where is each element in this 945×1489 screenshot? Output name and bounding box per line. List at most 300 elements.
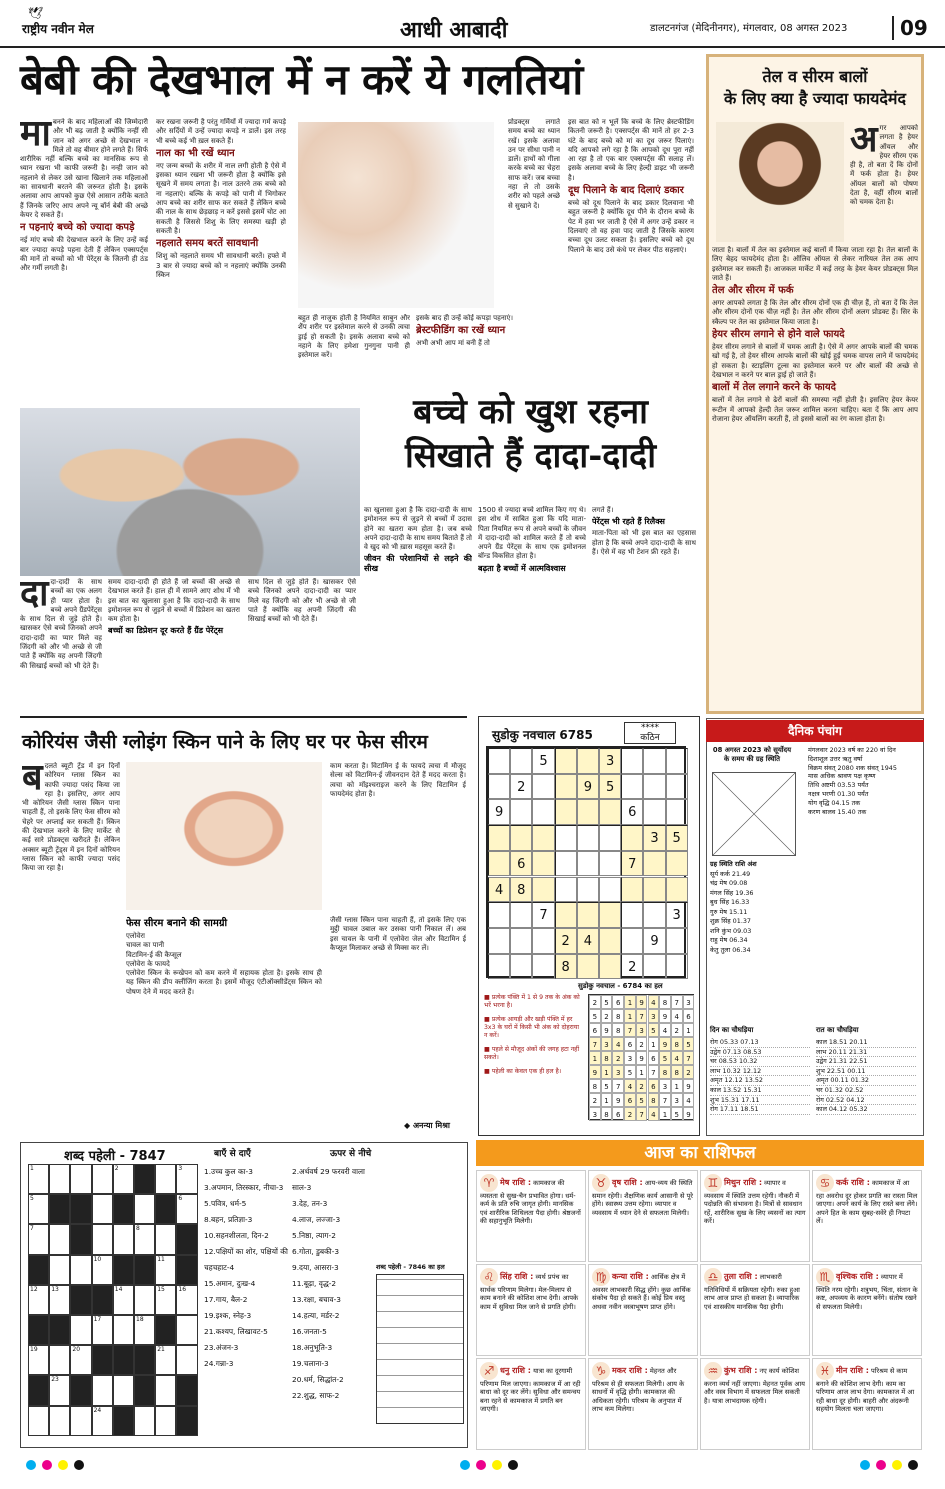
sudoku-cell[interactable]: 7	[621, 851, 643, 877]
panchang-details	[808, 746, 922, 816]
story1-col3c: अभी अभी आप मां बनी हैं तो	[416, 339, 490, 348]
crossword-clue-number: 21	[157, 1346, 165, 1354]
story2-col6-text: लगते हैं।	[592, 506, 614, 514]
crossword-grid[interactable]	[28, 1164, 198, 1436]
sudoku-cell[interactable]	[488, 902, 510, 928]
down-clue: 20.धर्म, सिद्धांत-2	[292, 1375, 344, 1384]
sudoku-cell[interactable]	[555, 799, 577, 825]
sudoku-cell[interactable]	[510, 902, 532, 928]
crossword-cell[interactable]	[155, 1255, 176, 1285]
sudoku-cell[interactable]	[555, 902, 577, 928]
sidebar-body4: बालों में तेल लगाने से ढेरों बालों की समस्या नहीं होती है। इसलिए हेयर केयर रूटीन में आपको हेल्दी तेल जरूर शामिल करना चाहिए। बता दें कि आप आप रोजाना हेयर ऑयलिंग करती हैं, तो इससे बालों का रंग काला होता है।	[712, 396, 918, 423]
sudoku-cell[interactable]	[555, 825, 577, 851]
solution-cell: 2	[683, 1065, 695, 1079]
sidebar-body2: अगर आपको लगता है कि तेल और सीरम दोनों एक ही चीज़ हैं, तो बता दें कि तेल और सीरम दोनों एक चीज़ नहीं है। तेल और सीरम दोनों अलग प्रोडक्ट हैं। सिर के स्कैल्प पर तेल का इस्तेमाल किया जाता है।	[712, 299, 918, 326]
crossword-cell[interactable]	[155, 1345, 176, 1375]
panchang-line: नक्षत्र भरणी 01.30 पर्यंत	[808, 789, 869, 798]
rashi-name: धनु राशि :	[500, 1366, 531, 1375]
solution-cell: 7	[683, 1051, 695, 1065]
crossword-clue-number: 24	[93, 1406, 102, 1414]
sudoku-cell[interactable]	[510, 954, 532, 980]
crossword-clue-number: 1	[30, 1165, 34, 1172]
solution-cell: 4	[659, 1023, 671, 1037]
crossword-cell[interactable]	[49, 1375, 70, 1405]
panchang-line: तिथि अष्टमी 03.53 पर्यंत	[808, 781, 869, 790]
crossword-cell[interactable]	[134, 1194, 155, 1224]
story2-col4	[364, 506, 472, 710]
sudoku-cell[interactable]	[666, 774, 688, 800]
sudoku-cell[interactable]	[532, 825, 554, 851]
story1-col2	[156, 118, 286, 370]
sudoku-cell[interactable]	[643, 954, 665, 980]
rashi-text: मेहनत और परिश्रम से ही सफलता मिलेगी। आय के साधनों में वृद्धि होगी। कामकाज की अधिकता रहेगी। परिश्रम के अनुपात में लाभ कम मिलेगा।	[592, 1367, 685, 1414]
crossword-cell[interactable]	[134, 1315, 155, 1345]
crossword-cell[interactable]	[176, 1194, 197, 1224]
solution-cell: 5	[636, 1093, 648, 1107]
crossword-cell[interactable]	[134, 1224, 155, 1254]
choghadiya-row: उद्वेग 21.31 22.51	[816, 1057, 916, 1067]
crossword-clue-number: 5	[30, 1195, 34, 1203]
difficulty-stars: ****	[641, 723, 659, 733]
sudoku-cell[interactable]: 9	[643, 928, 665, 954]
story1-col4: प्रोडक्ट्स लगाते समय बच्चे का ध्यान रखें। इसके अलावा उन पर सीधा पानी न डालें। हाथों को गीला करके बच्चे का चेहरा साफ करें। जब बच्चा नहा ले तो उसके शरीर को पहले अच्छे से सुखाने दें।	[508, 118, 560, 210]
crossword-black-cell	[49, 1194, 70, 1224]
choghadiya-row: चर 08.53 10.32	[710, 1057, 810, 1067]
crossword-cell[interactable]	[92, 1406, 113, 1436]
zodiac-icon: ♉	[592, 1174, 610, 1192]
solution-cell: 1	[659, 1107, 671, 1121]
solution-cell: 3	[612, 1065, 624, 1079]
sudoku-cell[interactable]	[643, 902, 665, 928]
sudoku-cell[interactable]	[510, 825, 532, 851]
story3-sub1: फेस सीरम बनाने की सामग्री	[126, 918, 228, 929]
down-clue: 19.चलाना-3	[292, 1359, 329, 1368]
rashi-text: व्यापार व व्यवसाय में स्थिति उत्तम रहेगी। नौकरी में पदोन्नति की संभावना है। मित्रों से सावधान रहें, शारीरिक सुख के लिए व्यसनों का त्याग करें।	[704, 1179, 806, 1226]
sidebar-body1: जाता है। बालों में तेल का इस्तेमाल कई बालों में किया जाता रहा है। तेल बालों के लिए बेहद फायदेमंद होता है। ऑलिव ऑयल से लेकर नारियल तेल तक आप इस्तेमाल कर सकती हैं। आजकल मार्केट में कई तरह के हेयर केयर प्रोडक्ट्स मिल जाते हैं।	[712, 246, 918, 282]
crossword-black-cell	[134, 1375, 155, 1405]
crossword-cell[interactable]	[70, 1255, 91, 1285]
crossword-cell[interactable]	[92, 1315, 113, 1345]
crossword-cell[interactable]	[113, 1285, 134, 1315]
sudoku-cell[interactable]	[643, 748, 665, 774]
sudoku-cell[interactable]	[666, 877, 688, 903]
across-clue: 1.उच्च कुल का-3	[204, 1167, 253, 1176]
crossword-black-cell	[155, 1194, 176, 1224]
across-clue: 24.गन्ना-3	[204, 1359, 234, 1368]
crossword-clue-number: 3	[178, 1165, 183, 1172]
solution-cell: 9	[589, 1065, 601, 1079]
rashi-name: वृष राशि :	[612, 1178, 643, 1187]
crossword-cell[interactable]	[155, 1164, 176, 1194]
story1-col1	[20, 118, 148, 370]
story1-sub5: दूध पिलाने के बाद दिलाएं डकार	[568, 185, 684, 197]
sudoku-cell[interactable]: 8	[555, 954, 577, 980]
crossword-cell[interactable]	[92, 1255, 113, 1285]
sudoku-cell[interactable]	[599, 877, 621, 903]
rashi-card	[700, 1170, 810, 1262]
crossword-cell[interactable]	[28, 1406, 49, 1436]
crossword-cell[interactable]	[134, 1406, 155, 1436]
crossword-cell[interactable]	[155, 1375, 176, 1405]
solution-cell: 2	[671, 1023, 683, 1037]
crossword-cell[interactable]	[176, 1345, 197, 1375]
sudoku-cell[interactable]: 3	[599, 748, 621, 774]
crossword-black-cell	[134, 1164, 155, 1194]
solution-cell: 5	[601, 1079, 613, 1093]
solution-cell: 8	[671, 1065, 683, 1079]
crossword-cell[interactable]	[28, 1194, 49, 1224]
story3-col4: जैसी ग्लास स्किन पाना चाहती हैं, तो इसके लिए एक मुट्ठी चावल उबाल कर उसका पानी निकाल लें। अब इस चावल के पानी में एलोवेरा जेल और विटामिन ई कैप्सूल मिलाकर अच्छे से मिक्स कर लें।	[330, 916, 466, 952]
sudoku-cell[interactable]	[555, 851, 577, 877]
sudoku-cell[interactable]	[643, 851, 665, 877]
sudoku-grid[interactable]	[486, 746, 686, 978]
yellow-dot	[892, 1460, 902, 1470]
grandparent-children-photo	[20, 408, 360, 576]
sudoku-cell[interactable]	[532, 851, 554, 877]
story2-col2-text: समय दादा-दादी ही होते हैं जो बच्चों की अच्छे से देखभाल करते हैं। हाल ही में सामने आए शोध में भी इस बात का खुलासा हुआ है कि दादा-दादी के साथ इमोशनल रूप से जुड़ने से बच्चों में डिप्रेशन का खतरा कम होता है।	[108, 578, 240, 624]
rashi-card	[476, 1358, 586, 1450]
sudoku-cell[interactable]	[666, 851, 688, 877]
story2-col6	[592, 506, 696, 710]
crossword-cell[interactable]	[70, 1164, 91, 1194]
sudoku-cell[interactable]	[643, 877, 665, 903]
panchang-line: विक्रम संवत् 2080 शक संवत् 1945	[808, 763, 897, 772]
panchang-line: मास अधिक श्रावण पक्ष कृष्ण	[808, 772, 876, 781]
crossword-cell[interactable]	[49, 1255, 70, 1285]
sudoku-cell[interactable]	[577, 954, 599, 980]
crossword-cell[interactable]	[49, 1285, 70, 1315]
crossword-cell[interactable]	[155, 1406, 176, 1436]
sudoku-cell[interactable]	[599, 954, 621, 980]
sudoku-cell[interactable]	[532, 799, 554, 825]
grah-row: बुध सिंह 16.33	[710, 898, 750, 906]
solution-cell: 6	[624, 1037, 636, 1051]
sudoku-cell[interactable]	[577, 799, 599, 825]
crossword-title: शब्द पहेली - 7847	[64, 1149, 166, 1164]
sudoku-cell[interactable]: 4	[488, 877, 510, 903]
ingredient-item: चावल का पानी	[126, 941, 165, 950]
solution-cell: 3	[659, 1079, 671, 1093]
dropcap: दा	[20, 578, 49, 614]
choghadiya-row: रोग 17.11 18.51	[710, 1105, 810, 1115]
crossword-cell[interactable]	[92, 1224, 113, 1254]
rashi-text: आर्थिक क्षेत्र में अवसर लाभकारी सिद्ध होंगे। कुछ आर्थिक संकोच पैदा हो सकते हैं। कोई प्रिय वस्तु अथवा नवीन वस्त्राभूषण प्राप्त होंगे।	[592, 1273, 691, 1311]
sudoku-cell[interactable]	[577, 902, 599, 928]
crossword-cell[interactable]	[134, 1285, 155, 1315]
crossword-cell[interactable]	[176, 1285, 197, 1315]
story1-col5-text: इस बात को न भूलें कि बच्चे के लिए ब्रेस्टफीडिंग कितनी जरूरी है। एक्सपर्ट्स की मानें तो हर 2-3 घंटे के बाद बच्चे को मां का दूध जरूर पिलाएं। यदि आपको लगे रहा है कि आपको दूध पूरा नहीं आ रहा है तो एक बार एक्सपर्ट्स की सलाह लें। इसके अलावा बच्चे के लिए हेल्दी डाइट भी जरूरी है।	[568, 118, 694, 182]
crossword-cell[interactable]	[113, 1375, 134, 1405]
choghadiya-row: अमृत 00.11 01.32	[816, 1076, 916, 1086]
crossword-clue-number: 11	[157, 1255, 165, 1263]
grah-row: शनि कुंभ 09.03	[710, 926, 752, 935]
sudoku-cell[interactable]	[555, 877, 577, 903]
crossword-cell[interactable]	[70, 1406, 91, 1436]
choghadiya-day-title: दिन का चौघड़िया	[710, 1026, 754, 1034]
sudoku-cell[interactable]	[555, 748, 577, 774]
magenta-dot	[42, 1460, 52, 1470]
woman-serum-dropper-photo	[126, 762, 322, 910]
sudoku-cell[interactable]: 5	[532, 748, 554, 774]
choghadiya-row: शुभ 15.31 17.11	[710, 1096, 810, 1106]
rashi-card	[588, 1264, 698, 1356]
bird-logo-icon: 🕊	[28, 6, 44, 20]
solution-cell: 2	[612, 1051, 624, 1065]
solution-cell: 9	[601, 1023, 613, 1037]
sudoku-cell[interactable]	[643, 799, 665, 825]
across-clue: 23.अंजन-3	[204, 1343, 239, 1352]
sudoku-cell[interactable]	[621, 877, 643, 903]
zodiac-icon: ♎	[704, 1268, 722, 1286]
crossword-black-cell	[28, 1375, 49, 1405]
sudoku-difficulty-badge	[624, 722, 676, 744]
story2-sub2: जीवन की परेशानियों से लड़ने की सीख	[364, 554, 472, 574]
sudoku-cell[interactable]	[621, 902, 643, 928]
story2-sub3: बढ़ता है बच्चों में आत्मविश्वास	[478, 563, 566, 573]
newspaper-brand: राष्ट्रीय नवीन मेल	[22, 22, 94, 36]
solution-cell: 7	[659, 1093, 671, 1107]
down-clue: 5.निष्ठा, त्याग-2	[292, 1231, 336, 1240]
crossword-black-cell	[113, 1194, 134, 1224]
down-clue: 2.अर्थवर्ष 29 फरवरी वाला साल-3	[292, 1167, 365, 1192]
solution-cell: 7	[636, 1107, 648, 1121]
sudoku-cell[interactable]: 6	[510, 851, 532, 877]
zodiac-icon: ♌	[480, 1268, 498, 1286]
crossword-cell[interactable]	[49, 1164, 70, 1194]
crossword-clue-number: 19	[30, 1346, 38, 1354]
across-clue: 12.पक्षियों का शोर, पक्षियों की चहचहाट-4	[204, 1247, 288, 1272]
sudoku-cell[interactable]	[666, 748, 688, 774]
grah-row: मंगल सिंह 19.36	[710, 888, 754, 897]
solution-cell: 6	[589, 1023, 601, 1037]
down-title: ऊपर से नीचे	[330, 1149, 372, 1159]
rashi-text: आय-व्यय की स्थिति समान रहेगी। शैक्षणिक कार्य आसानी से पूरे होंगे। स्वास्थ्य उत्तम रहेगा। व्यापार व व्यवसाय में ध्यान देने से सफलता मिलेगी।	[592, 1179, 693, 1217]
solution-cell: 5	[683, 1037, 695, 1051]
cyan-dot	[860, 1460, 870, 1470]
crossword-cell[interactable]	[49, 1345, 70, 1375]
sudoku-cell[interactable]	[510, 928, 532, 954]
sudoku-cell[interactable]: 3	[666, 902, 688, 928]
panchang-date-line: 08 अगस्त 2023 को सूर्योदय के समय की ग्रह स्थिति	[712, 746, 792, 763]
sudoku-cell[interactable]: 5	[666, 825, 688, 851]
crossword-cell[interactable]	[28, 1345, 49, 1375]
solution-cell: 9	[683, 1107, 695, 1121]
choghadiya-row: काल 13.52 15.31	[710, 1086, 810, 1096]
sudoku-cell[interactable]: 2	[510, 774, 532, 800]
zodiac-icon: ♒	[704, 1362, 722, 1380]
sudoku-cell[interactable]	[599, 825, 621, 851]
solution-cell: 1	[601, 1093, 613, 1107]
story1-sub1: न पहनाएं बच्चे को ज्यादा कपड़े	[20, 222, 135, 234]
zodiac-icon: ♋	[816, 1174, 834, 1192]
crossword-clue-number: 16	[178, 1285, 187, 1293]
crossword-black-cell	[28, 1255, 49, 1285]
solution-cell: 8	[589, 1079, 601, 1093]
crossword-cell[interactable]	[113, 1315, 134, 1345]
solution-cell: 1	[624, 1009, 636, 1023]
crossword-cell[interactable]	[28, 1224, 49, 1254]
crossword-black-cell	[176, 1255, 197, 1285]
sudoku-cell[interactable]: 9	[577, 774, 599, 800]
headline-grandparents-l2: सिखाते हैं दादा-दादी	[404, 436, 657, 476]
sudoku-cell[interactable]	[488, 774, 510, 800]
rashifal-title: आज का राशिफल	[476, 1140, 924, 1166]
rashi-name: मिथुन राशि :	[724, 1178, 763, 1187]
story3-col3: एलोवेरा स्किन के रूखेपन को कम करने में सहायक होता है। इसके साथ ही यह स्किन की डीप क्लींजिंग करता है। इसमें मौजूद एंटीऑक्सीडेंट्स स्किन को पोषण देने में मदद करते हैं।	[126, 969, 322, 996]
sudoku-cell[interactable]	[666, 799, 688, 825]
sudoku-cell[interactable]	[577, 825, 599, 851]
sudoku-cell[interactable]: 3	[643, 825, 665, 851]
story1-sub3: नहलाते समय बरतें सावधानी	[156, 238, 259, 250]
sudoku-cell[interactable]	[532, 954, 554, 980]
choghadiya-night-table	[816, 1038, 916, 1115]
sudoku-cell[interactable]	[621, 928, 643, 954]
crossword-cell[interactable]	[92, 1164, 113, 1194]
solution-cell: 1	[636, 1065, 648, 1079]
crossword-cell[interactable]	[28, 1164, 49, 1194]
story1-col2-text: कर रखना जरूरी है परंतु गर्मियों में ज्यादा गर्म कपड़े और सर्दियों में उन्हें ज्यादा कपड़े न डालें। इस तरह भी बच्चे कई भी ख़ल सकते हैं।	[156, 118, 286, 145]
rashi-card	[812, 1358, 922, 1450]
crossword-cell[interactable]	[70, 1315, 91, 1345]
down-clue: 22.शुद्ध, साफ-2	[292, 1391, 340, 1400]
sudoku-cell[interactable]	[510, 799, 532, 825]
sudoku-cell[interactable]	[577, 851, 599, 877]
solution-cell: 4	[624, 1079, 636, 1093]
rashi-text: नए कार्य कोशिश करना व्यर्थ नहीं जाएगा। मेहनत पूर्वक आय और वस्त्र विभाग में सफलता मिल सकती है। यात्रा लाभदायक रहेगी।	[704, 1367, 805, 1405]
sudoku-cell[interactable]	[488, 825, 510, 851]
solution-cell: 1	[648, 1037, 660, 1051]
sudoku-cell[interactable]: 2	[555, 928, 577, 954]
solution-cell: 7	[624, 1023, 636, 1037]
solution-cell: 6	[648, 1079, 660, 1093]
sudoku-cell[interactable]	[621, 774, 643, 800]
rashi-text: यात्रा का दूरगामी परिणाम मिल जाएगा। कामकाज में आ रही बाधा को दूर कर लेंगे। सुविधा और समन्वय बना रहने से कामकाज में प्रगति बन जाएगी।	[480, 1367, 581, 1414]
sudoku-cell[interactable]	[488, 954, 510, 980]
rashi-name: सिंह राशि :	[500, 1272, 534, 1281]
sudoku-cell[interactable]	[599, 851, 621, 877]
sudoku-cell[interactable]	[577, 877, 599, 903]
solution-cell: 9	[612, 1093, 624, 1107]
crossword-cell[interactable]	[176, 1315, 197, 1345]
difficulty-level: कठिन	[640, 733, 660, 743]
crossword-black-cell	[176, 1406, 197, 1436]
sudoku-cell[interactable]	[599, 799, 621, 825]
grah-position-table	[710, 860, 806, 955]
sudoku-cell[interactable]	[621, 825, 643, 851]
story2-col1-text: दा-दादी के साथ बच्चों का एक अलग ही प्यार होता है। बच्चे अपने ग्रैंडपेरेंट्स के साथ दिल से जुड़े होते हैं। खासकर ऐसे बच्चे जिनको अपने दादा-दादी का प्यार मिले वह जिंदगी को और भी अच्छे से जी पाते हैं क्योंकि वह अपनी जिंदगी की सिखाई बच्चों को भी देते हैं।	[20, 578, 102, 670]
sudoku-cell[interactable]	[488, 928, 510, 954]
solution-cell: 6	[624, 1093, 636, 1107]
crossword-cell[interactable]	[49, 1406, 70, 1436]
sidebar-sub1: तेल और सीरम में फर्क	[712, 285, 794, 297]
story1-col3: बहुत ही नाजुक होती है नियमित साबुन और शैंप शरीर पर इस्तेमाल करने से उनकी त्वचा ड्राई हो सकती है। इसके अलावा बच्चे को नहाने के लिए हमेशा गुनगुना पानी ही इस्तेमाल करें।	[298, 314, 410, 360]
sidebar-intro	[850, 124, 918, 242]
crossword-clue-number: 18	[136, 1316, 144, 1323]
rashi-text: व्यर्थ प्रपंच का सार्थक परिणाम मिलेगा। मेल-मिलाप से काम बनाने की कोशिश लाभ देगी। आपके काम में सुविधा मिल जाने से प्रगति होगी।	[480, 1273, 579, 1311]
solution-cell: 7	[648, 1065, 660, 1079]
sudoku-cell[interactable]: 5	[599, 774, 621, 800]
sudoku-cell[interactable]: 6	[621, 799, 643, 825]
sudoku-cell[interactable]	[666, 954, 688, 980]
sudoku-cell[interactable]	[599, 902, 621, 928]
sudoku-cell[interactable]: 4	[577, 928, 599, 954]
sudoku-cell[interactable]: 9	[488, 799, 510, 825]
story1-sub2: नाल का भी रखें ध्यान	[156, 147, 235, 159]
crossword-black-cell	[70, 1194, 91, 1224]
crossword-cell[interactable]	[155, 1285, 176, 1315]
crossword-cell[interactable]	[113, 1224, 134, 1254]
crossword-black-cell	[70, 1224, 91, 1254]
rashi-name: वृश्चिक राशि :	[836, 1272, 879, 1281]
zodiac-icon: ♑	[592, 1362, 610, 1380]
down-clue: 16.जनता-5	[292, 1327, 327, 1336]
panchang-title: दैनिक पंचांग	[706, 720, 924, 742]
solution-cell: 8	[612, 1023, 624, 1037]
sudoku-cell[interactable]	[555, 774, 577, 800]
sudoku-cell[interactable]	[488, 748, 510, 774]
solution-cell: 7	[612, 1079, 624, 1093]
grah-row: केतु तुला 06.34	[710, 945, 751, 954]
crossword-cell[interactable]	[176, 1164, 197, 1194]
crossword-cell[interactable]	[92, 1375, 113, 1405]
story1-col3b-wrap	[416, 314, 554, 372]
crossword-cell[interactable]	[28, 1285, 49, 1315]
cyan-dot	[460, 1460, 470, 1470]
sudoku-cell[interactable]	[532, 877, 554, 903]
rashi-card	[476, 1264, 586, 1356]
choghadiya-row: रोग 05.33 07.13	[710, 1038, 810, 1048]
down-clue: 13.रक्षा, बचाव-3	[292, 1295, 341, 1304]
sudoku-cell[interactable]: 2	[621, 954, 643, 980]
crossword-solution-title: शब्द पहेली - 7846 का हल	[376, 1263, 445, 1271]
crossword-black-cell	[113, 1345, 134, 1375]
solution-cell: 4	[648, 1107, 660, 1121]
crossword-cell[interactable]	[70, 1345, 91, 1375]
solution-cell: 5	[624, 1065, 636, 1079]
sudoku-cell[interactable]	[666, 928, 688, 954]
solution-cell: 6	[683, 1009, 695, 1023]
sudoku-cell[interactable]	[599, 928, 621, 954]
story3-byline: ◆ अनन्या मिश्रा	[404, 1121, 450, 1130]
sudoku-cell[interactable]	[488, 851, 510, 877]
sudoku-cell[interactable]	[532, 928, 554, 954]
crossword-cell[interactable]	[49, 1224, 70, 1254]
solution-cell: 7	[589, 1037, 601, 1051]
solution-cell: 1	[671, 1079, 683, 1093]
rashi-card	[588, 1170, 698, 1262]
sudoku-cell[interactable]	[510, 748, 532, 774]
sudoku-cell[interactable]	[577, 748, 599, 774]
sudoku-cell[interactable]	[621, 748, 643, 774]
sudoku-cell[interactable]	[643, 774, 665, 800]
story2-col5-text: 1500 से ज्यादा बच्चे शामिल किए गए थे। इस शोध में साबित हुआ कि यदि माता-पिता नियमित रूप से अपने बच्चों के जीवन में दादा-दादी को शामिल करते हैं तो बच्चे अपने ग्रैंड पेरेंट्स के साथ एक इमोशनल बॉन्ड विकसित होता है।	[478, 506, 586, 561]
sudoku-cell[interactable]	[532, 774, 554, 800]
rashi-text: व्यापार में स्थिति नरम रहेगी। शत्रुभय, चिंता, संतान के कष्ट, अपव्यय के कारण बनेंगे। संतोष रखने से सफलता मिलेगी।	[816, 1273, 918, 1311]
sidebar-title	[710, 66, 920, 110]
magenta-dot	[876, 1460, 886, 1470]
crossword-clue-number: 15	[157, 1285, 165, 1293]
crossword-cell[interactable]	[92, 1194, 113, 1224]
sudoku-cell[interactable]: 7	[532, 902, 554, 928]
crossword-cell[interactable]	[113, 1164, 134, 1194]
black-dot	[508, 1460, 518, 1470]
solution-cell: 4	[671, 1009, 683, 1023]
sudoku-rules	[484, 994, 580, 1132]
solution-cell: 8	[659, 1065, 671, 1079]
crossword-cell[interactable]	[155, 1224, 176, 1254]
solution-cell: 2	[589, 1093, 601, 1107]
sudoku-cell[interactable]: 8	[510, 877, 532, 903]
